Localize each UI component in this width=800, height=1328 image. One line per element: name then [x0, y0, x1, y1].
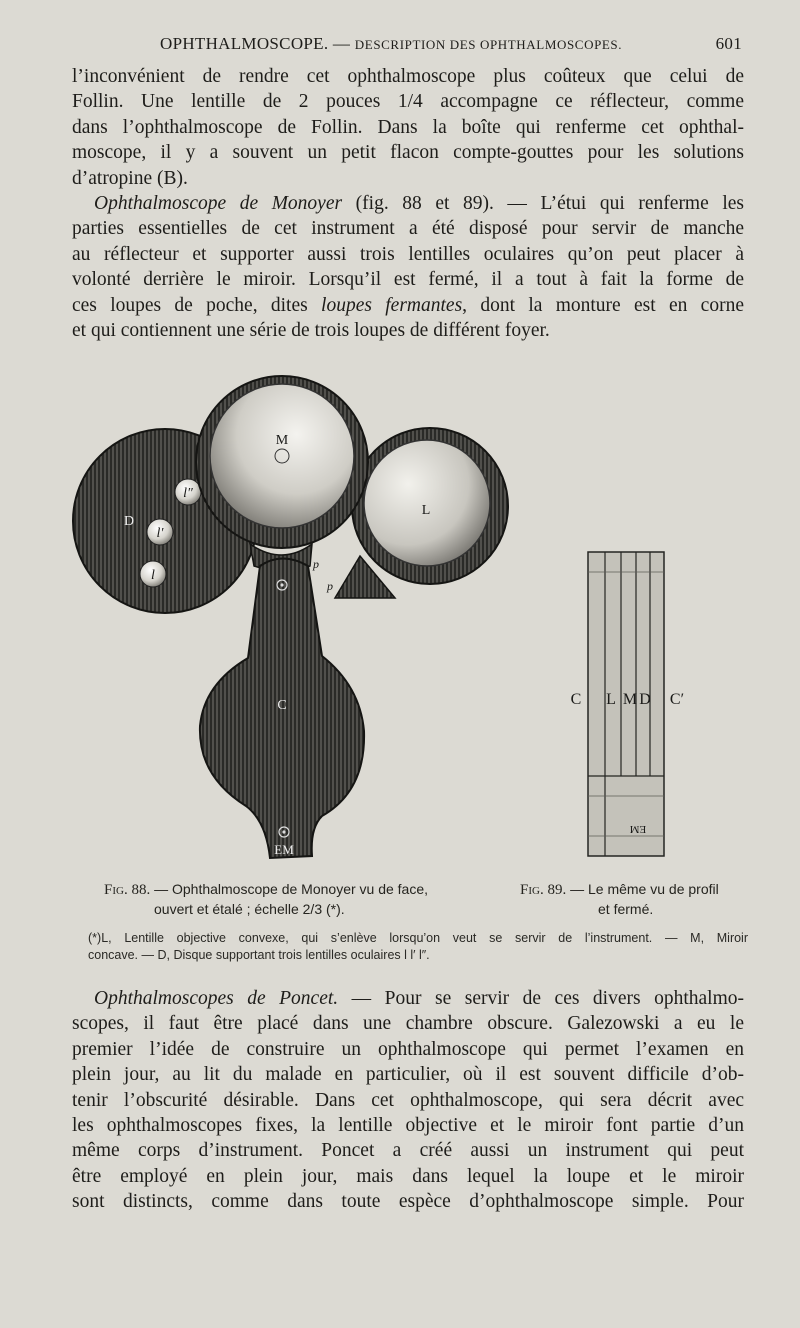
text-line: et qui contiennent une série de trois loupes de différent foyer.	[72, 319, 550, 341]
text-line: être employé en plein jour, mais dans lequel la loupe et le miroir	[72, 1165, 744, 1187]
fig89-label-m: M	[622, 691, 638, 708]
fig89-label-l: L	[606, 691, 616, 708]
label-l-double-prime: l″	[183, 486, 193, 501]
text-line: plein jour, au lit du malade en particulier, où il est souvent difficile d’ob-	[72, 1064, 744, 1086]
label-l-small: l	[151, 568, 155, 583]
label-p-upper: p	[313, 557, 319, 571]
figures-area	[60, 366, 760, 876]
label-c: C	[277, 698, 287, 713]
text-line: volonté derrière le miroir. Lorsqu’il est fermé, il a tout à fait la forme de	[72, 269, 744, 291]
fig89-label-c-prime: C′	[669, 691, 685, 708]
monoyer-heading: Ophthalmoscope de Monoyer	[94, 192, 343, 214]
label-l: L	[421, 503, 431, 518]
caption-label: Fig. 88.	[104, 882, 151, 898]
text-line: premier l’idée de construire un ophthalmoscope qui permet l’examen en	[72, 1038, 744, 1060]
caption-fig-89: Fig. 89. — Le même vu de profil et fermé.	[520, 881, 719, 917]
monoyer-first-line: Ophthalmoscope de Monoyer (fig. 88 et 89). — L’étui qui renferme les	[94, 192, 744, 214]
maker-mark-em: EM	[274, 842, 294, 857]
text-line: sont distincts, comme dans toute espèce d’ophthalmoscope simple. Pour	[72, 1191, 744, 1213]
fig89-stamp: EM	[629, 823, 647, 835]
loupes-fermantes: loupes fermantes	[321, 294, 463, 316]
running-head	[160, 34, 742, 58]
page-number: 601	[715, 34, 742, 53]
text-line: Follin. Une lentille de 2 pouces 1/4 accompagne ce réflecteur, comme	[72, 91, 744, 113]
caption-fig-88: Fig. 88. — Ophthalmoscope de Monoyer vu de face, ouvert et étalé ; échelle 2/3 (*).	[104, 881, 429, 917]
poncet-first-line: Ophthalmoscopes de Poncet. — Pour se servir de ces divers ophthalmo-	[94, 988, 744, 1009]
label-p-lower: p	[327, 579, 333, 593]
label-m: M	[275, 433, 289, 448]
text-line: l’inconvénient de rendre cet ophthalmoscope plus coûteux que celui de	[72, 66, 744, 87]
text-line: même corps d’instrument. Poncet a créé aussi un instrument qui peut	[72, 1140, 744, 1162]
text-line: ces loupes de poche, dites loupes fermantes, dont la monture est en corne	[72, 294, 744, 316]
text-line: d’atropine (B).	[72, 167, 188, 189]
text-line: les ophthalmoscopes fixes, la lentille objective et le miroir font partie d’un	[72, 1114, 744, 1136]
text-block-top	[72, 64, 744, 343]
text-line: parties essentielles de cet instrument a été disposé pour servir de manche	[72, 218, 744, 240]
text-line: tenir l’obscurité désirable. Dans cet ophthalmoscope, qui sera décrit avec	[72, 1089, 744, 1111]
fig89-label-d: D	[639, 691, 651, 708]
caption-label: Fig. 89.	[520, 882, 567, 898]
figure-88-89-illustration	[60, 366, 760, 876]
text-line: moscope, il y a souvent un petit flacon compte-gouttes pour les solutions	[72, 142, 744, 164]
running-head-subtitle: DESCRIPTION DES OPHTHALMOSCOPES.	[354, 37, 623, 52]
text-line: scopes, il faut être placé dans une chambre obscure. Galezowski a eu le	[72, 1013, 744, 1035]
figure-footnote: (*)L, Lentille objective convexe, qui s’enlève lorsqu’on veut se servir de l’instrument. — M, Miroir concave. — D, Disque supportant trois lentilles oculaires l l′ l″.	[88, 931, 748, 962]
text-line: dans l’ophthalmoscope de Follin. Dans la boîte qui renferme cet ophthal-	[72, 116, 744, 138]
text-block-bottom	[72, 986, 744, 1215]
fig89-label-c: C	[570, 691, 582, 708]
poncet-heading: Ophthalmoscopes de Poncet.	[94, 988, 339, 1009]
running-head-title: OPHTHALMOSCOPE. — DESCRIPTION DES OPHTHALMOSCOPES.	[160, 34, 623, 53]
text-line: au réflecteur et supporter aussi trois lentilles oculaires qu’on peut placer à	[72, 243, 744, 265]
label-l-prime: l′	[156, 526, 164, 541]
label-d: D	[123, 514, 135, 529]
